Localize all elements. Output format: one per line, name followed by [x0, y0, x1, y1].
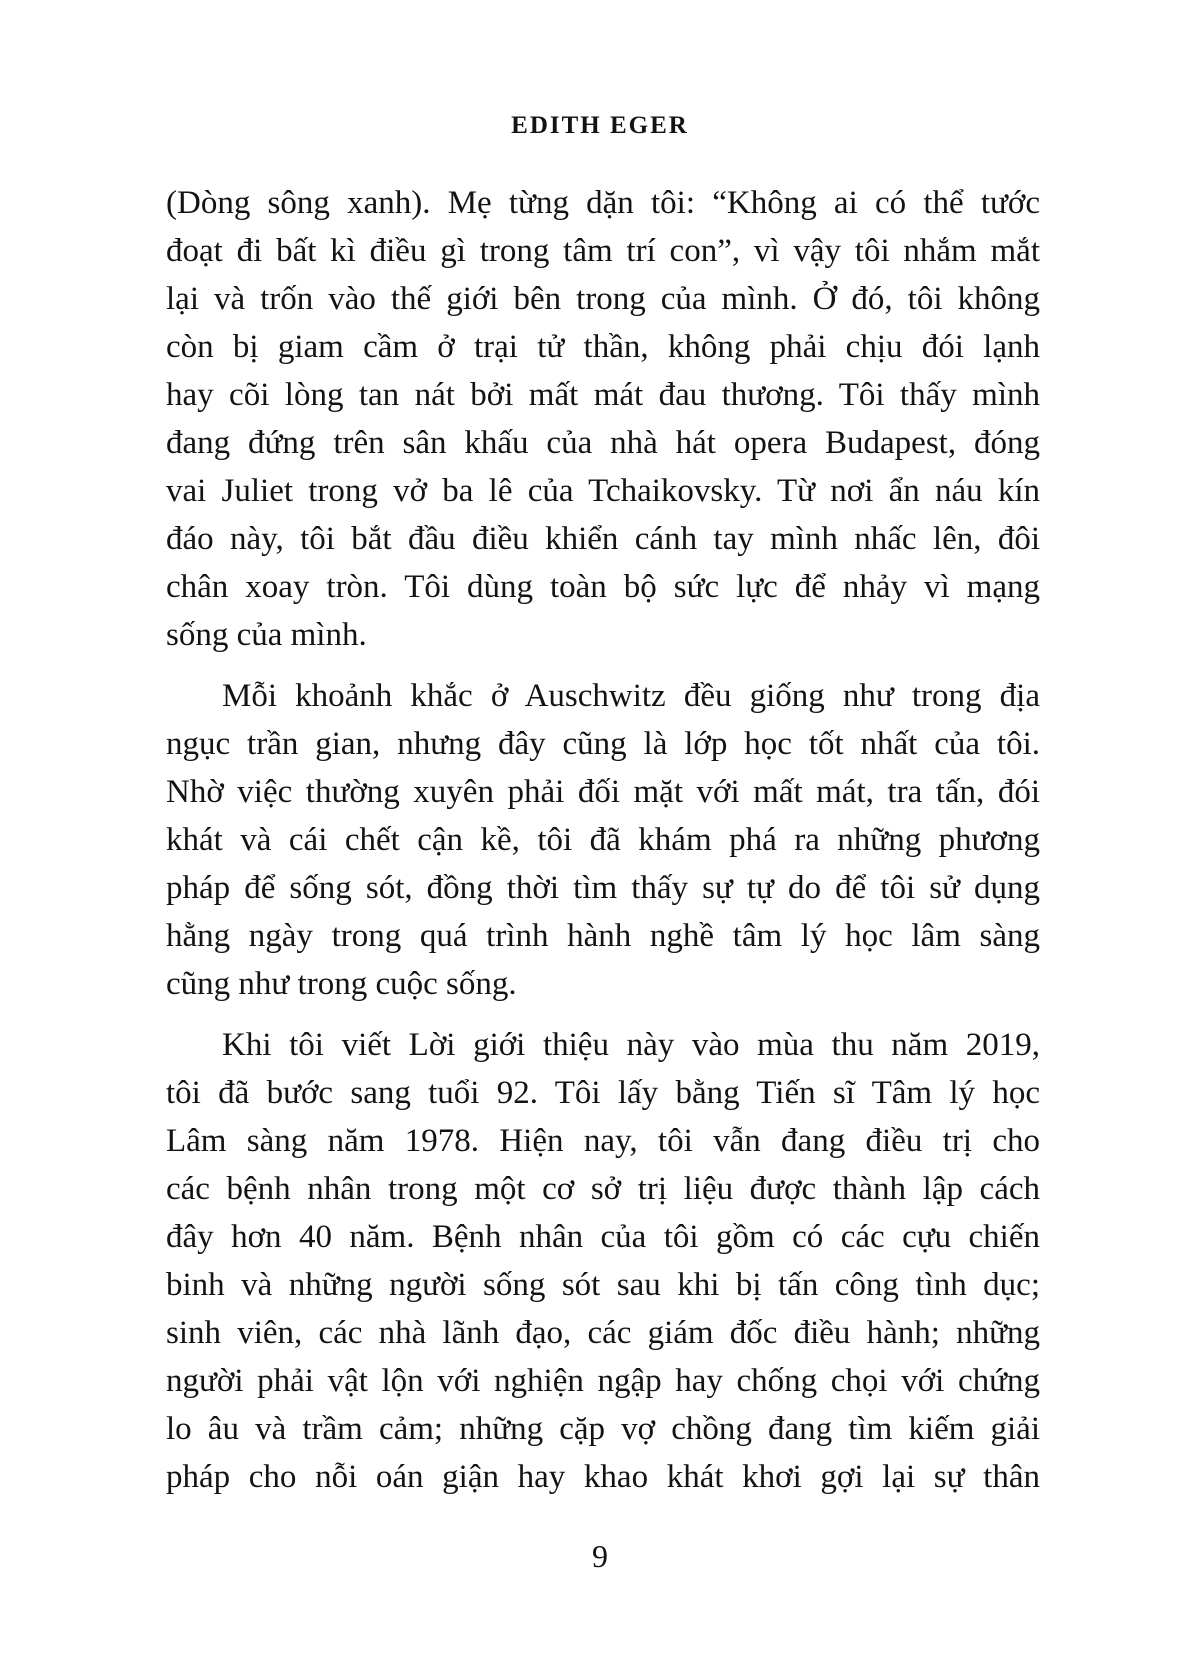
- text-line: vai Juliet trong vở ba lê của Tchaikovsky. Từ nơi ẩn náu kín: [166, 473, 1040, 509]
- text-line: binh và những người sống sót sau khi bị tấn công tình dục;: [166, 1267, 1040, 1303]
- text-line: các bệnh nhân trong một cơ sở trị liệu được thành lập cách: [166, 1171, 1040, 1207]
- text-line: Lâm sàng năm 1978. Hiện nay, tôi vẫn đang điều trị cho: [166, 1123, 1040, 1159]
- text-line: đoạt đi bất kì điều gì trong tâm trí con”, vì vậy tôi nhắm mắt: [166, 233, 1040, 269]
- paragraph: [166, 179, 1040, 659]
- text-line: Khi tôi viết Lời giới thiệu này vào mùa thu năm 2019,: [222, 1027, 1040, 1063]
- text-line: còn bị giam cầm ở trại tử thần, không phải chịu đói lạnh: [166, 329, 1040, 365]
- text-line: lại và trốn vào thế giới bên trong của mình. Ở đó, tôi không: [166, 281, 1040, 317]
- paragraph: [166, 672, 1040, 1008]
- text-line: hay cõi lòng tan nát bởi mất mát đau thương. Tôi thấy mình: [166, 377, 1040, 413]
- body-text: [166, 179, 1040, 1514]
- text-line: Nhờ việc thường xuyên phải đối mặt với mất mát, tra tấn, đói: [166, 774, 1040, 810]
- running-header-author: EDITH EGER: [511, 112, 689, 139]
- text-line: đang đứng trên sân khấu của nhà hát opera Budapest, đóng: [166, 425, 1040, 461]
- text-line: sinh viên, các nhà lãnh đạo, các giám đốc điều hành; những: [166, 1315, 1040, 1351]
- text-line: khát và cái chết cận kề, tôi đã khám phá ra những phương: [166, 822, 1040, 858]
- text-line: Mỗi khoảnh khắc ở Auschwitz đều giống như trong địa: [222, 678, 1040, 714]
- text-line: hằng ngày trong quá trình hành nghề tâm lý học lâm sàng: [166, 918, 1040, 954]
- text-line: đây hơn 40 năm. Bệnh nhân của tôi gồm có các cựu chiến: [166, 1219, 1040, 1255]
- text-line: (Dòng sông xanh). Mẹ từng dặn tôi: “Không ai có thể tước: [166, 185, 1040, 221]
- text-line: chân xoay tròn. Tôi dùng toàn bộ sức lực để nhảy vì mạng: [166, 569, 1040, 605]
- text-line: pháp cho nỗi oán giận hay khao khát khơi gợi lại sự thân: [166, 1459, 1040, 1495]
- page-number: 9: [592, 1538, 608, 1574]
- text-line: cũng như trong cuộc sống.: [166, 966, 517, 1002]
- paragraph: [166, 1021, 1040, 1501]
- text-line: sống của mình.: [166, 617, 367, 653]
- text-line: đáo này, tôi bắt đầu điều khiển cánh tay mình nhấc lên, đôi: [166, 521, 1040, 557]
- text-line: lo âu và trầm cảm; những cặp vợ chồng đang tìm kiếm giải: [166, 1411, 1040, 1447]
- text-line: tôi đã bước sang tuổi 92. Tôi lấy bằng Tiến sĩ Tâm lý học: [166, 1075, 1040, 1111]
- text-line: người phải vật lộn với nghiện ngập hay chống chọi với chứng: [166, 1363, 1040, 1399]
- text-line: pháp để sống sót, đồng thời tìm thấy sự tự do để tôi sử dụng: [166, 870, 1040, 906]
- text-line: ngục trần gian, nhưng đây cũng là lớp học tốt nhất của tôi.: [166, 726, 1040, 762]
